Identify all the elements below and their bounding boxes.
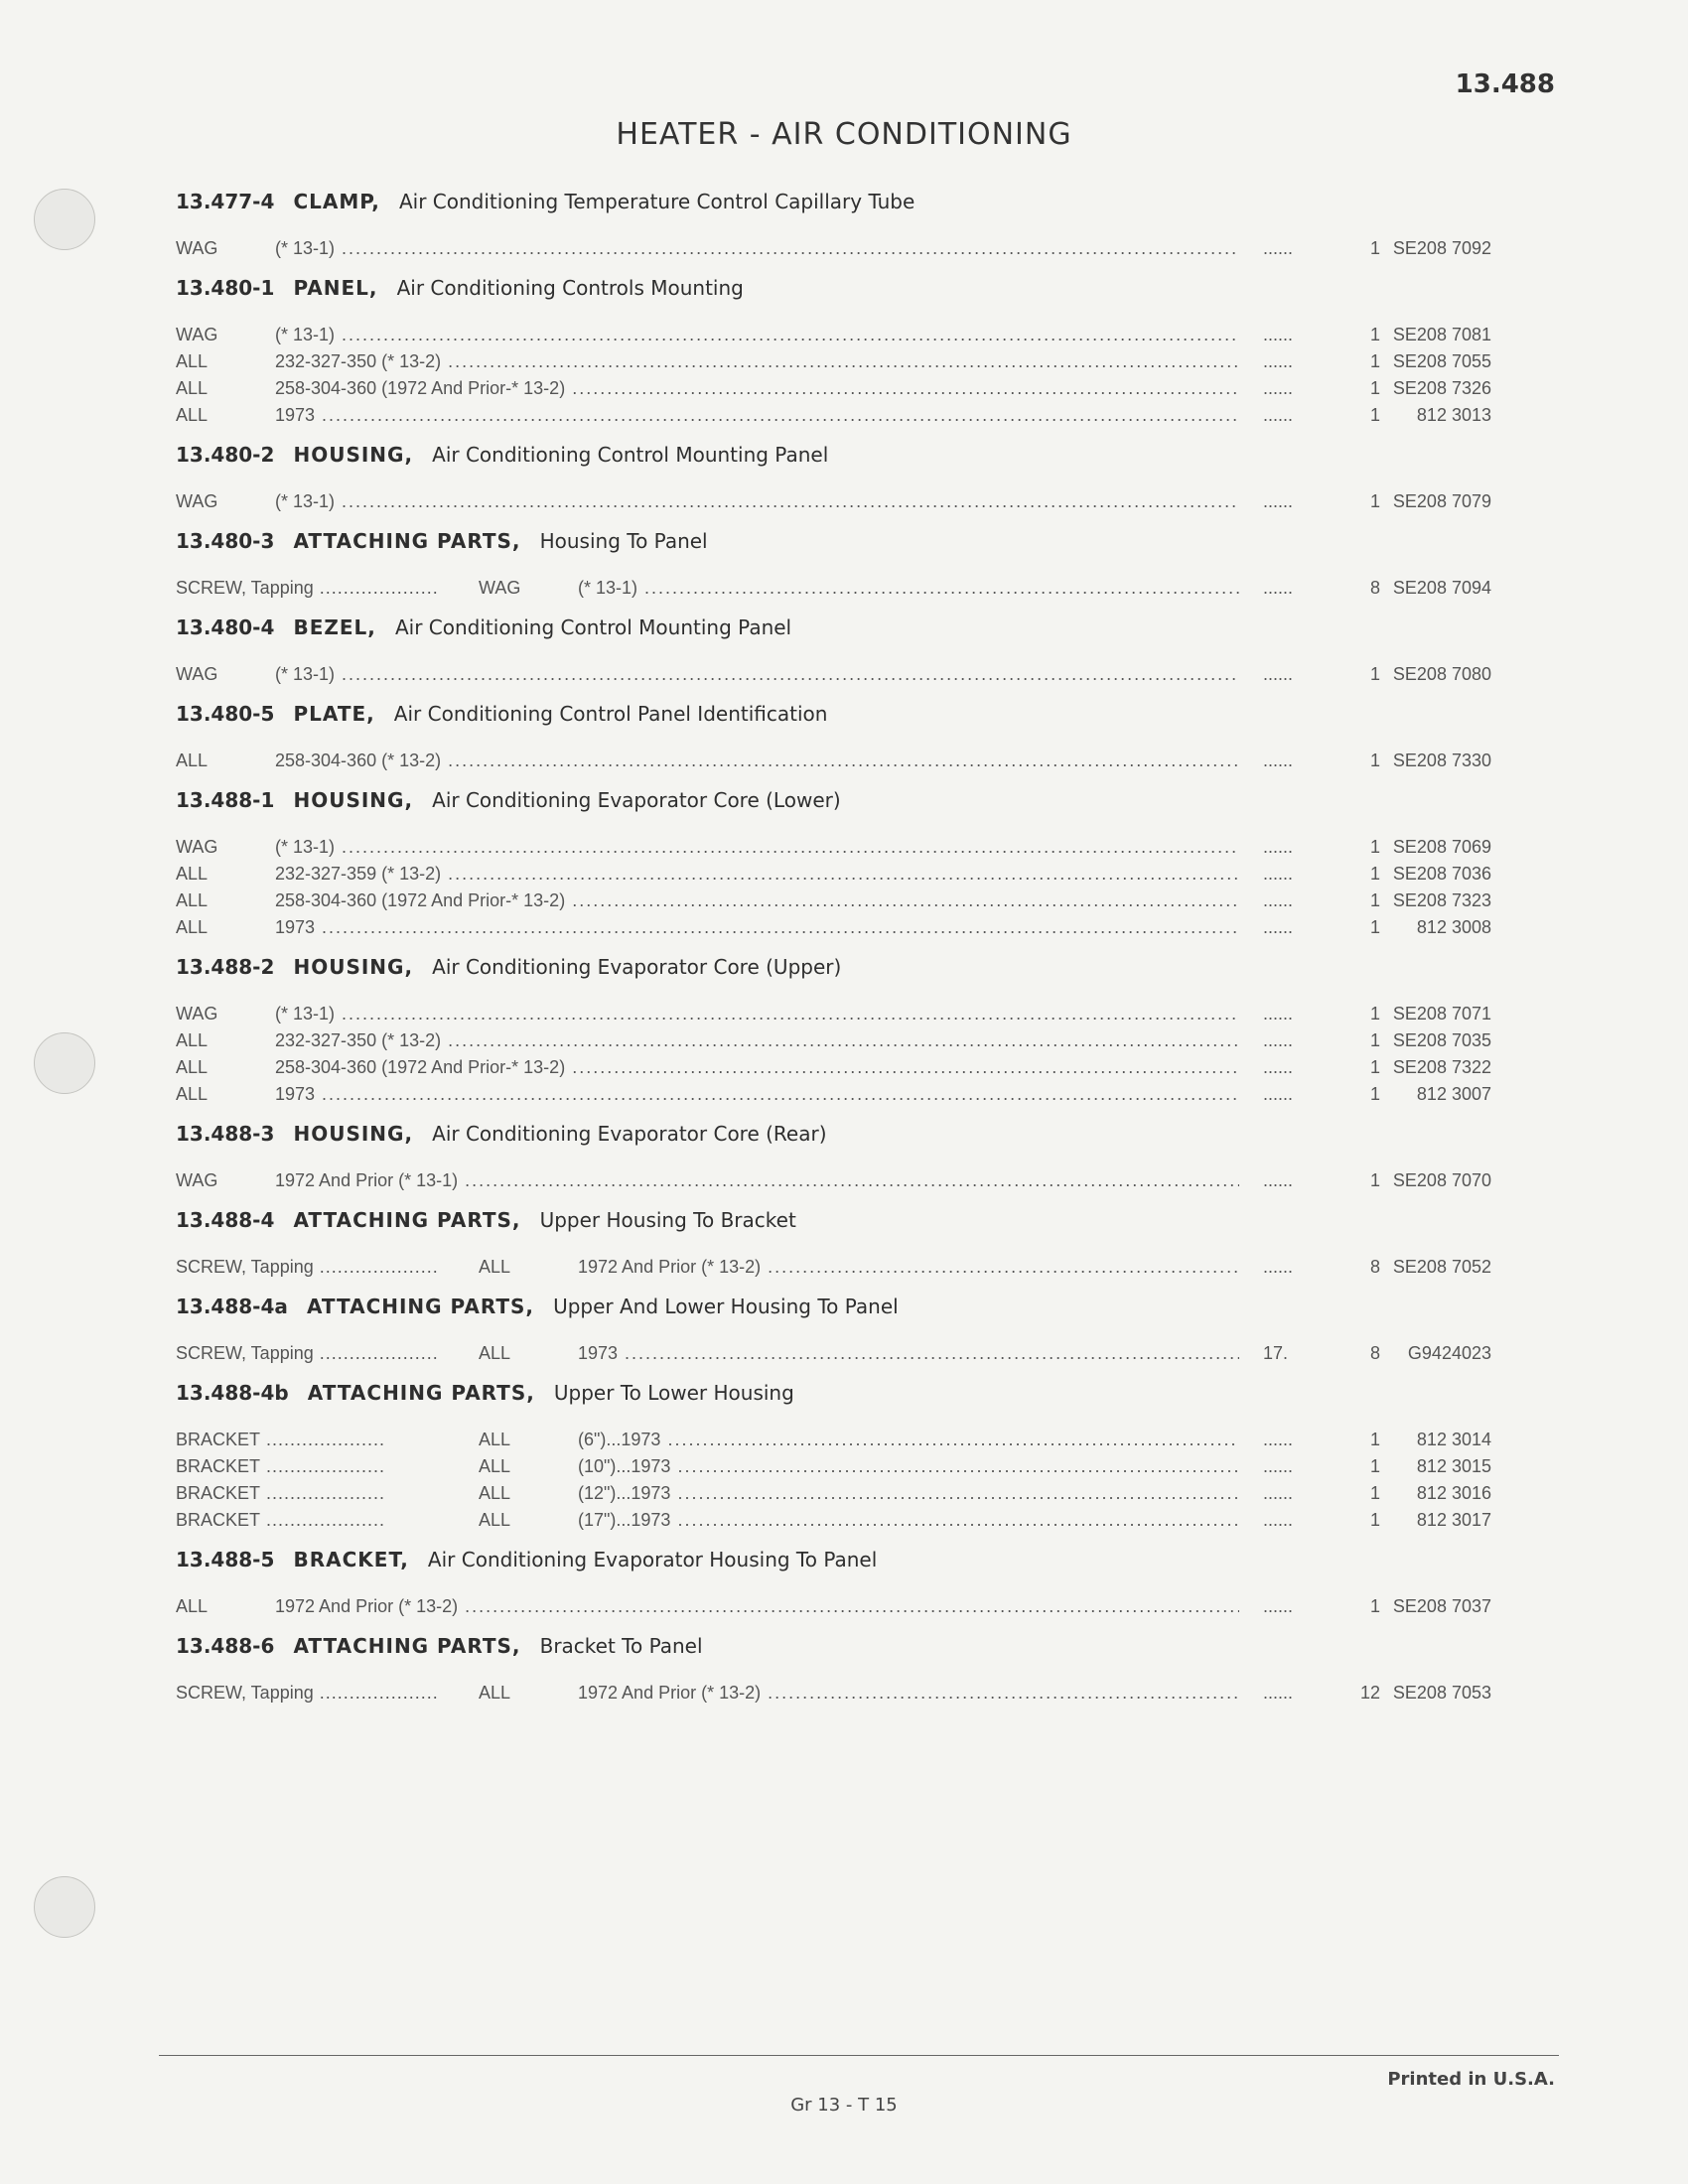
section-heading bbox=[176, 780, 1491, 820]
part-row bbox=[176, 914, 1491, 941]
section-description: Air Conditioning Evaporator Core (Rear) bbox=[432, 1122, 827, 1146]
quantity: 1 bbox=[1369, 1004, 1380, 1024]
reference: ...... bbox=[1263, 864, 1294, 884]
part-description: 232-327-350 (* 13-2) ..... bbox=[275, 348, 1239, 375]
quantity: 1 bbox=[1369, 405, 1380, 425]
reference: ...... bbox=[1263, 1456, 1294, 1476]
part-description: 1973 ..... bbox=[275, 402, 1239, 429]
section-heading bbox=[176, 947, 1491, 987]
parts-section bbox=[176, 182, 1491, 262]
page-title: HEATER - AIR CONDITIONING bbox=[616, 117, 1072, 152]
reference: ...... bbox=[1263, 890, 1294, 910]
section-description: Air Conditioning Control Mounting Panel bbox=[432, 443, 829, 467]
part-number: SE208 7080 bbox=[1392, 664, 1491, 684]
quantity: 1 bbox=[1369, 1170, 1380, 1190]
part-description: 232-327-350 (* 13-2) ..... bbox=[275, 1027, 1239, 1054]
section-name: ATTACHING PARTS, bbox=[293, 1634, 521, 1658]
part-number: SE208 7052 bbox=[1392, 1257, 1491, 1277]
part-number: SE208 7092 bbox=[1392, 238, 1491, 258]
section-name: PLATE, bbox=[293, 702, 375, 726]
section-heading bbox=[176, 1114, 1491, 1154]
part-row bbox=[176, 1054, 1491, 1081]
applicability: ALL bbox=[479, 1683, 511, 1703]
section-heading bbox=[176, 435, 1491, 475]
quantity: 1 bbox=[1369, 1030, 1380, 1050]
applicability: ALL bbox=[176, 864, 209, 884]
part-row bbox=[176, 861, 1491, 887]
applicability: ALL bbox=[479, 1257, 511, 1277]
reference: 17. bbox=[1263, 1343, 1289, 1363]
applicability: ALL bbox=[176, 1596, 209, 1616]
printed-in-label: Printed in U.S.A. bbox=[1387, 2069, 1555, 2090]
footer-code: Gr 13 - T 15 bbox=[790, 2095, 898, 2116]
reference: ...... bbox=[1263, 238, 1294, 258]
section-name: ATTACHING PARTS, bbox=[307, 1381, 535, 1405]
applicability: ALL bbox=[479, 1510, 511, 1530]
parts-section bbox=[176, 268, 1491, 429]
quantity: 1 bbox=[1369, 325, 1380, 344]
applicability: ALL bbox=[176, 378, 209, 398]
section-description: Upper To Lower Housing bbox=[553, 1381, 794, 1405]
section-code: 13.488-6 bbox=[176, 1634, 275, 1658]
part-row bbox=[176, 1167, 1491, 1194]
parts-section bbox=[176, 694, 1491, 774]
part-number: 812 3007 bbox=[1416, 1084, 1491, 1104]
part-description: 258-304-360 (1972 And Prior-* 13-2) ..... bbox=[275, 1054, 1239, 1081]
section-description: Upper And Lower Housing To Panel bbox=[553, 1295, 899, 1318]
applicability: ALL bbox=[176, 751, 209, 770]
section-heading bbox=[176, 182, 1491, 221]
part-number: SE208 7069 bbox=[1392, 837, 1491, 857]
part-row bbox=[176, 1680, 1491, 1706]
section-name: HOUSING, bbox=[293, 788, 414, 812]
part-row bbox=[176, 1507, 1491, 1534]
reference: ...... bbox=[1263, 664, 1294, 684]
reference: ...... bbox=[1263, 1057, 1294, 1077]
applicability: ALL bbox=[479, 1430, 511, 1449]
section-heading bbox=[176, 1287, 1491, 1326]
reference: ...... bbox=[1263, 325, 1294, 344]
part-number: 812 3013 bbox=[1416, 405, 1491, 425]
part-number: SE208 7037 bbox=[1392, 1596, 1491, 1616]
quantity: 1 bbox=[1369, 351, 1380, 371]
section-description: Air Conditioning Evaporator Housing To Panel bbox=[427, 1548, 878, 1571]
part-row bbox=[176, 887, 1491, 914]
parts-section bbox=[176, 1287, 1491, 1367]
reference: ...... bbox=[1263, 1004, 1294, 1024]
section-code: 13.480-4 bbox=[176, 615, 275, 639]
quantity: 1 bbox=[1369, 1483, 1380, 1503]
section-description: Air Conditioning Evaporator Core (Lower) bbox=[432, 788, 841, 812]
part-number: SE208 7322 bbox=[1392, 1057, 1491, 1077]
applicability: ALL bbox=[479, 1456, 511, 1476]
applicability: WAG bbox=[176, 837, 218, 857]
part-number: 812 3015 bbox=[1416, 1456, 1491, 1476]
part-prefix: BRACKET ..... bbox=[176, 1453, 479, 1480]
part-row bbox=[176, 1480, 1491, 1507]
section-heading bbox=[176, 1200, 1491, 1240]
reference: ...... bbox=[1263, 1257, 1294, 1277]
parts-list bbox=[176, 182, 1491, 1712]
part-description: 232-327-359 (* 13-2) ..... bbox=[275, 861, 1239, 887]
parts-section bbox=[176, 1540, 1491, 1620]
reference: ...... bbox=[1263, 491, 1294, 511]
part-number: G9424023 bbox=[1407, 1343, 1491, 1363]
part-row bbox=[176, 1427, 1491, 1453]
reference: ...... bbox=[1263, 837, 1294, 857]
part-number: 812 3008 bbox=[1416, 917, 1491, 937]
section-heading bbox=[176, 1373, 1491, 1413]
section-name: HOUSING, bbox=[293, 443, 414, 467]
part-description: 1972 And Prior (* 13-2) ..... bbox=[578, 1254, 1239, 1281]
section-description: Air Conditioning Temperature Control Capillary Tube bbox=[398, 190, 915, 213]
reference: ...... bbox=[1263, 378, 1294, 398]
quantity: 1 bbox=[1369, 864, 1380, 884]
part-row bbox=[176, 1340, 1491, 1367]
applicability: ALL bbox=[176, 1084, 209, 1104]
part-number: SE208 7070 bbox=[1392, 1170, 1491, 1190]
footer-divider bbox=[159, 2055, 1559, 2056]
applicability: ALL bbox=[176, 351, 209, 371]
reference: ...... bbox=[1263, 1170, 1294, 1190]
part-row bbox=[176, 375, 1491, 402]
reference: ...... bbox=[1263, 1030, 1294, 1050]
applicability: WAG bbox=[176, 1170, 218, 1190]
applicability: WAG bbox=[176, 664, 218, 684]
section-name: CLAMP, bbox=[293, 190, 380, 213]
section-name: ATTACHING PARTS, bbox=[306, 1295, 534, 1318]
part-row bbox=[176, 1027, 1491, 1054]
section-heading bbox=[176, 268, 1491, 308]
quantity: 1 bbox=[1369, 837, 1380, 857]
parts-section bbox=[176, 780, 1491, 941]
section-name: ATTACHING PARTS, bbox=[293, 1208, 521, 1232]
section-description: Bracket To Panel bbox=[539, 1634, 703, 1658]
reference: ...... bbox=[1263, 1596, 1294, 1616]
section-code: 13.488-3 bbox=[176, 1122, 275, 1146]
quantity: 1 bbox=[1369, 378, 1380, 398]
section-code: 13.480-1 bbox=[176, 276, 275, 300]
section-code: 13.488-4 bbox=[176, 1208, 275, 1232]
applicability: ALL bbox=[176, 917, 209, 937]
quantity: 8 bbox=[1369, 578, 1380, 598]
quantity: 1 bbox=[1369, 1596, 1380, 1616]
part-description: 258-304-360 (1972 And Prior-* 13-2) ..... bbox=[275, 375, 1239, 402]
part-number: SE208 7323 bbox=[1392, 890, 1491, 910]
quantity: 8 bbox=[1369, 1343, 1380, 1363]
part-prefix: SCREW, Tapping ..... bbox=[176, 575, 479, 602]
quantity: 1 bbox=[1369, 917, 1380, 937]
part-description: (* 13-1) ..... bbox=[275, 235, 1239, 262]
part-prefix: BRACKET ..... bbox=[176, 1427, 479, 1453]
part-row bbox=[176, 834, 1491, 861]
reference: ...... bbox=[1263, 1510, 1294, 1530]
section-code: 13.480-5 bbox=[176, 702, 275, 726]
part-description: 1972 And Prior (* 13-2) ..... bbox=[275, 1593, 1239, 1620]
part-number: SE208 7094 bbox=[1392, 578, 1491, 598]
applicability: WAG bbox=[176, 325, 218, 344]
part-number: 812 3014 bbox=[1416, 1430, 1491, 1449]
part-description: (17")...1973 ..... bbox=[578, 1507, 1239, 1534]
applicability: ALL bbox=[176, 890, 209, 910]
reference: ...... bbox=[1263, 1683, 1294, 1703]
part-row bbox=[176, 1453, 1491, 1480]
part-row bbox=[176, 575, 1491, 602]
section-heading bbox=[176, 694, 1491, 734]
section-name: BRACKET, bbox=[293, 1548, 409, 1571]
quantity: 1 bbox=[1369, 1456, 1380, 1476]
binder-hole-bottom bbox=[34, 1876, 95, 1938]
part-prefix: BRACKET ..... bbox=[176, 1507, 479, 1534]
applicability: ALL bbox=[479, 1343, 511, 1363]
part-number: SE208 7326 bbox=[1392, 378, 1491, 398]
section-code: 13.488-4b bbox=[176, 1381, 289, 1405]
parts-section bbox=[176, 435, 1491, 515]
parts-section bbox=[176, 1373, 1491, 1534]
part-row bbox=[176, 488, 1491, 515]
applicability: ALL bbox=[176, 405, 209, 425]
section-name: ATTACHING PARTS, bbox=[293, 529, 521, 553]
part-description: 258-304-360 (* 13-2) ..... bbox=[275, 748, 1239, 774]
reference: ...... bbox=[1263, 1430, 1294, 1449]
part-number: SE208 7079 bbox=[1392, 491, 1491, 511]
section-code: 13.477-4 bbox=[176, 190, 275, 213]
part-number: SE208 7053 bbox=[1392, 1683, 1491, 1703]
applicability: WAG bbox=[176, 1004, 218, 1024]
part-description: (12")...1973 ..... bbox=[578, 1480, 1239, 1507]
section-description: Upper Housing To Bracket bbox=[539, 1208, 796, 1232]
part-row bbox=[176, 661, 1491, 688]
part-description: 1973 ..... bbox=[578, 1340, 1239, 1367]
quantity: 1 bbox=[1369, 1084, 1380, 1104]
section-name: BEZEL, bbox=[293, 615, 376, 639]
part-description: 258-304-360 (1972 And Prior-* 13-2) ..... bbox=[275, 887, 1239, 914]
part-description: (* 13-1) ..... bbox=[578, 575, 1239, 602]
parts-section bbox=[176, 1114, 1491, 1194]
section-code: 13.488-2 bbox=[176, 955, 275, 979]
part-description: (6")...1973 ..... bbox=[578, 1427, 1239, 1453]
part-row bbox=[176, 748, 1491, 774]
section-description: Air Conditioning Control Panel Identification bbox=[393, 702, 828, 726]
section-heading bbox=[176, 608, 1491, 647]
quantity: 1 bbox=[1369, 890, 1380, 910]
quantity: 1 bbox=[1369, 491, 1380, 511]
part-row bbox=[176, 1001, 1491, 1027]
section-name: HOUSING, bbox=[293, 955, 414, 979]
section-description: Air Conditioning Control Mounting Panel bbox=[394, 615, 792, 639]
quantity: 1 bbox=[1369, 1057, 1380, 1077]
section-heading bbox=[176, 521, 1491, 561]
part-row bbox=[176, 322, 1491, 348]
applicability: WAG bbox=[479, 578, 521, 598]
part-row bbox=[176, 1081, 1491, 1108]
section-description: Housing To Panel bbox=[539, 529, 708, 553]
section-heading bbox=[176, 1626, 1491, 1666]
reference: ...... bbox=[1263, 1483, 1294, 1503]
part-row bbox=[176, 1593, 1491, 1620]
applicability: ALL bbox=[176, 1057, 209, 1077]
parts-section bbox=[176, 1200, 1491, 1281]
part-number: SE208 7081 bbox=[1392, 325, 1491, 344]
reference: ...... bbox=[1263, 917, 1294, 937]
part-prefix: BRACKET ..... bbox=[176, 1480, 479, 1507]
section-description: Air Conditioning Controls Mounting bbox=[396, 276, 744, 300]
part-number: SE208 7330 bbox=[1392, 751, 1491, 770]
quantity: 1 bbox=[1369, 1510, 1380, 1530]
applicability: WAG bbox=[176, 238, 218, 258]
reference: ...... bbox=[1263, 1084, 1294, 1104]
section-code: 13.480-3 bbox=[176, 529, 275, 553]
part-description: (10")...1973 ..... bbox=[578, 1453, 1239, 1480]
part-row bbox=[176, 348, 1491, 375]
parts-section bbox=[176, 521, 1491, 602]
part-description: (* 13-1) ..... bbox=[275, 322, 1239, 348]
reference: ...... bbox=[1263, 351, 1294, 371]
section-code: 13.480-2 bbox=[176, 443, 275, 467]
quantity: 1 bbox=[1369, 238, 1380, 258]
quantity: 12 bbox=[1359, 1683, 1380, 1703]
binder-hole-top bbox=[34, 189, 95, 250]
section-name: PANEL, bbox=[293, 276, 378, 300]
page-number: 13.488 bbox=[1455, 69, 1555, 99]
section-code: 13.488-1 bbox=[176, 788, 275, 812]
section-heading bbox=[176, 1540, 1491, 1579]
part-number: SE208 7071 bbox=[1392, 1004, 1491, 1024]
parts-section bbox=[176, 947, 1491, 1108]
binder-hole-middle bbox=[34, 1032, 95, 1094]
part-description: 1973 ..... bbox=[275, 914, 1239, 941]
part-description: 1973 ..... bbox=[275, 1081, 1239, 1108]
quantity: 8 bbox=[1369, 1257, 1380, 1277]
parts-section bbox=[176, 1626, 1491, 1706]
applicability: ALL bbox=[479, 1483, 511, 1503]
part-number: 812 3016 bbox=[1416, 1483, 1491, 1503]
section-name: HOUSING, bbox=[293, 1122, 414, 1146]
quantity: 1 bbox=[1369, 751, 1380, 770]
parts-section bbox=[176, 608, 1491, 688]
reference: ...... bbox=[1263, 578, 1294, 598]
part-prefix: SCREW, Tapping ..... bbox=[176, 1340, 479, 1367]
reference: ...... bbox=[1263, 751, 1294, 770]
applicability: ALL bbox=[176, 1030, 209, 1050]
part-row bbox=[176, 1254, 1491, 1281]
quantity: 1 bbox=[1369, 664, 1380, 684]
part-description: 1972 And Prior (* 13-2) ..... bbox=[578, 1680, 1239, 1706]
part-prefix: SCREW, Tapping ..... bbox=[176, 1254, 479, 1281]
part-description: (* 13-1) ..... bbox=[275, 661, 1239, 688]
part-description: (* 13-1) ..... bbox=[275, 834, 1239, 861]
part-description: 1972 And Prior (* 13-1) ..... bbox=[275, 1167, 1239, 1194]
reference: ...... bbox=[1263, 405, 1294, 425]
part-row bbox=[176, 402, 1491, 429]
part-number: SE208 7036 bbox=[1392, 864, 1491, 884]
part-number: SE208 7035 bbox=[1392, 1030, 1491, 1050]
part-number: 812 3017 bbox=[1416, 1510, 1491, 1530]
applicability: WAG bbox=[176, 491, 218, 511]
section-description: Air Conditioning Evaporator Core (Upper) bbox=[432, 955, 842, 979]
quantity: 1 bbox=[1369, 1430, 1380, 1449]
part-description: (* 13-1) ..... bbox=[275, 1001, 1239, 1027]
section-code: 13.488-5 bbox=[176, 1548, 275, 1571]
part-number: SE208 7055 bbox=[1392, 351, 1491, 371]
part-description: (* 13-1) ..... bbox=[275, 488, 1239, 515]
part-prefix: SCREW, Tapping ..... bbox=[176, 1680, 479, 1706]
section-code: 13.488-4a bbox=[176, 1295, 288, 1318]
part-row bbox=[176, 235, 1491, 262]
